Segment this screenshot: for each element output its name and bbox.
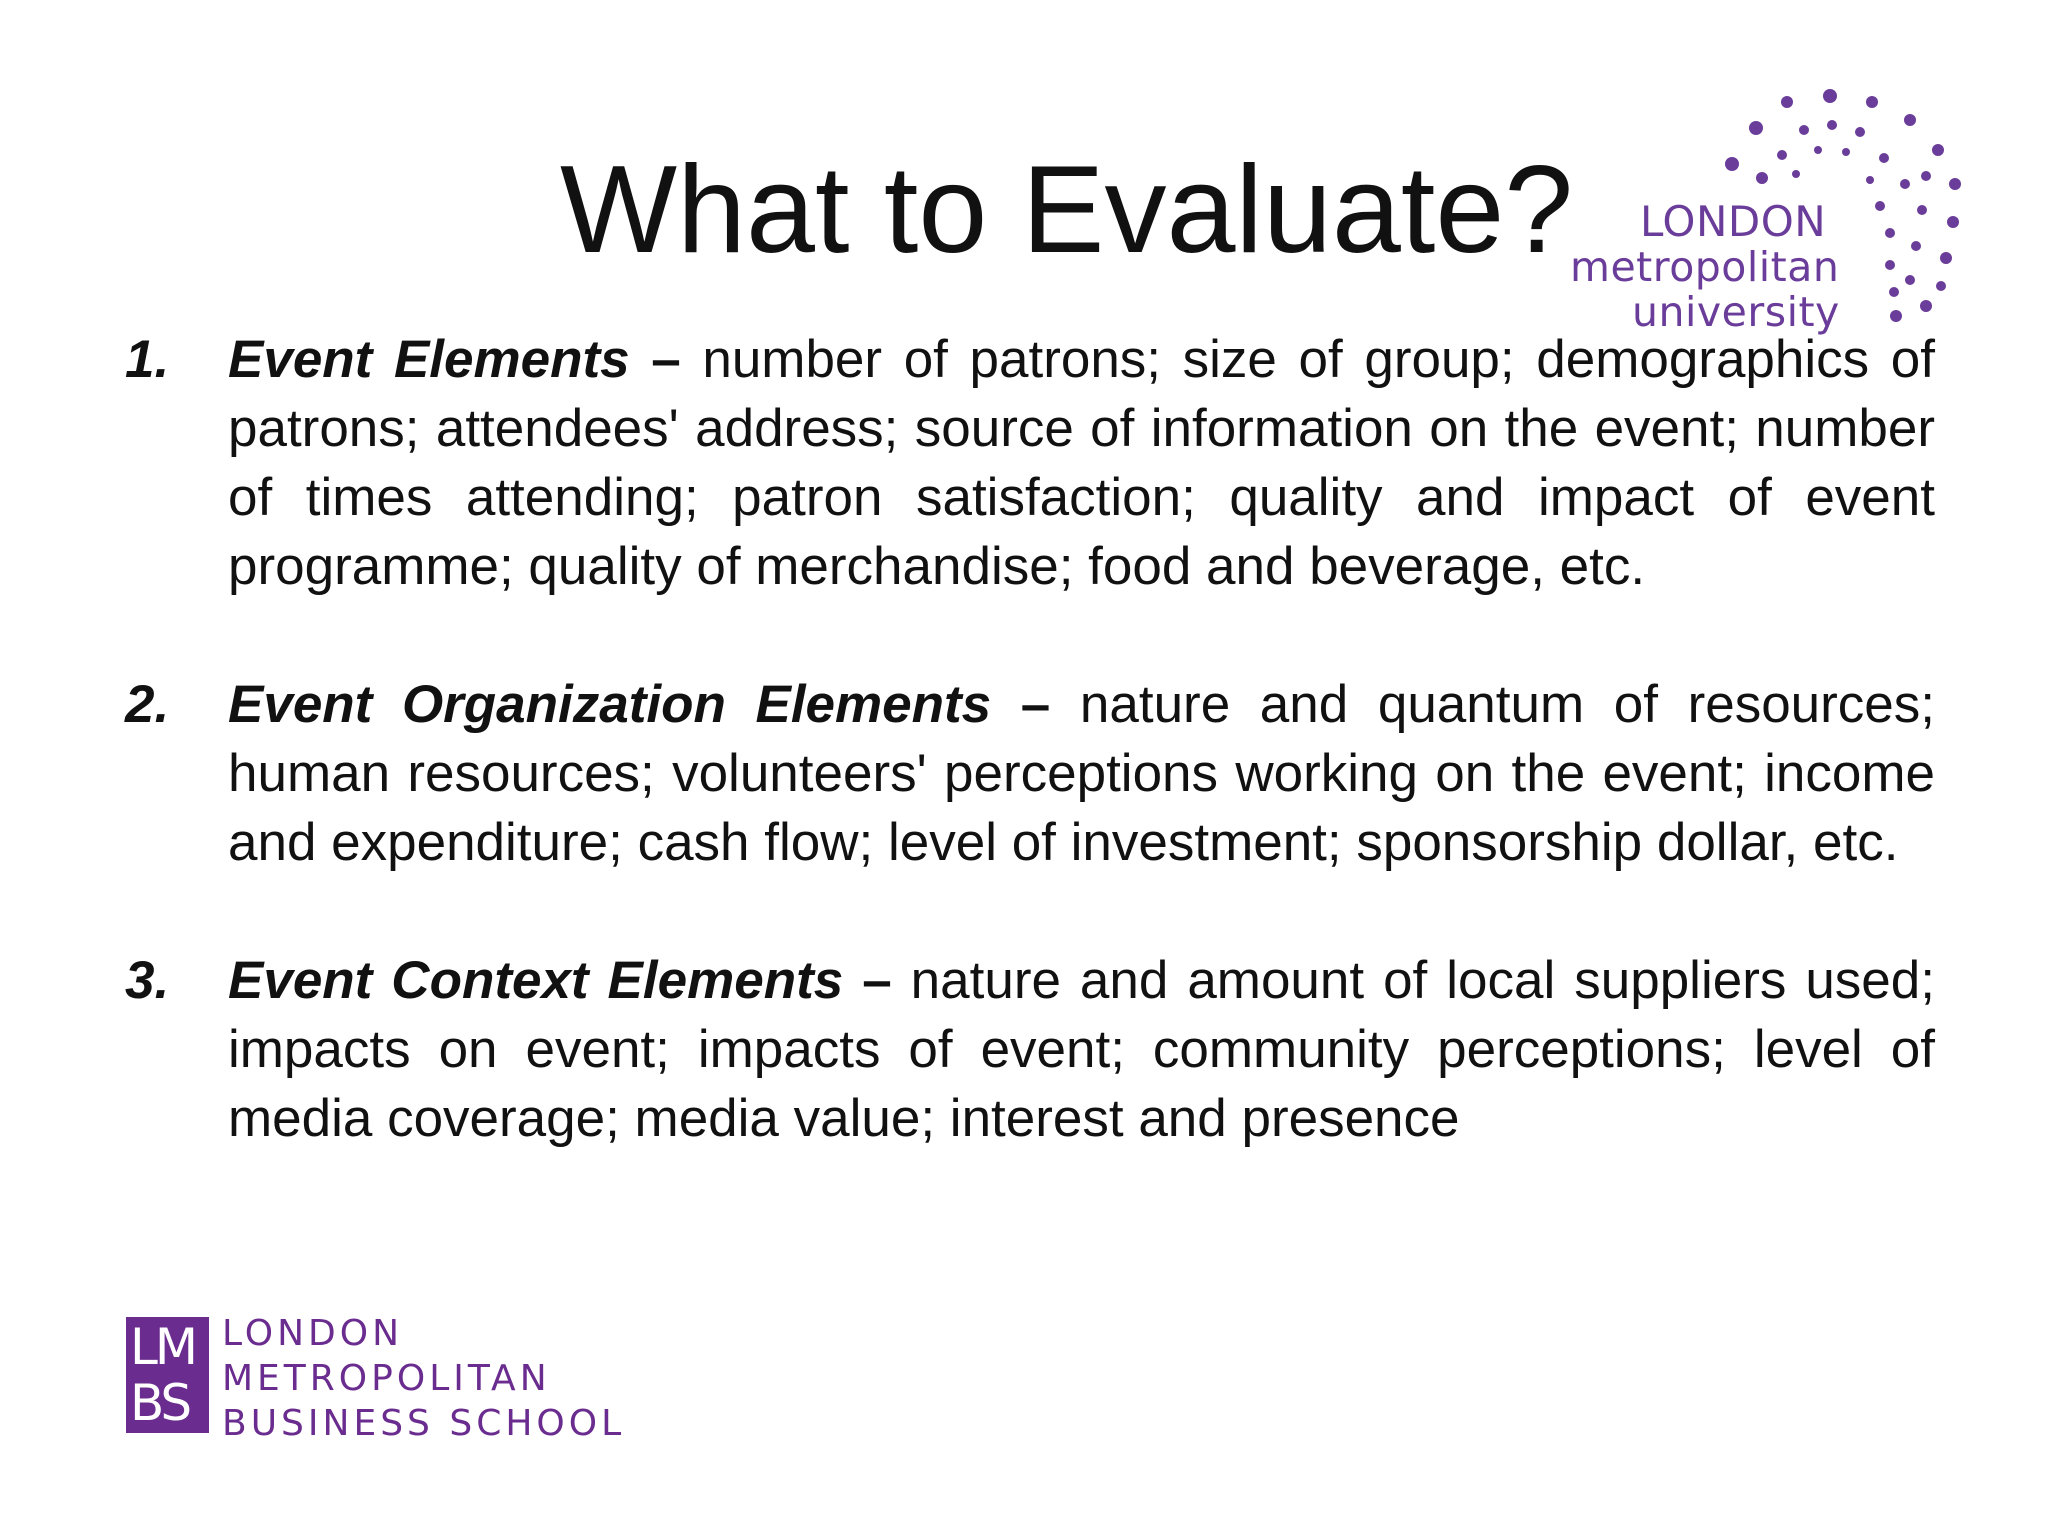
slide-title: What to Evaluate? [560,141,1574,279]
list-item-heading: Event Context Elements [228,951,844,1010]
lmbs-letters-bottom: BS [130,1374,190,1432]
list-item-dash: – [1020,675,1051,734]
london-metropolitan-university-logo [1570,80,1990,350]
lmbs-letters-top: LM [130,1318,195,1376]
list-item-body: nature and quantum of resources; human resources; volunteers' perceptions working on the event; income and expenditure; cash flow; level of investment; sponsorship dollar, etc. [228,675,1935,872]
list-item-body: number of patrons; size of group; demographics of patrons; attendees' address; source of information on the event; number of times attending; patron satisfaction; quality and impact of event programme; quality of merchandise; food and beverage, etc. [228,330,1935,596]
lmbs-logo-letters [130,1319,195,1431]
list-item-body: nature and amount of local suppliers used; impacts on event; impacts of event; community perceptions; level of media coverage; media value; interest and presence [228,951,1935,1148]
lmbs-line-metropolitan: METROPOLITAN [222,1358,551,1399]
list-item-dash: – [862,951,892,1010]
list-item-text [228,325,1935,601]
list-item-dash: – [651,330,681,389]
list-item [125,670,1935,877]
lmbs-logo-box [126,1317,209,1433]
list-item-number: 1. [125,330,170,389]
list-item-text [228,670,1935,877]
evaluation-list [125,325,1935,1222]
list-item [125,325,1935,601]
lmu-logo-line-london: LONDON [1640,197,1827,246]
lmbs-line-business-school: BUSINESS SCHOOL [222,1403,626,1444]
lmbs-line-london: LONDON [222,1313,404,1354]
lmu-logo-line-metropolitan: metropolitan [1570,243,1840,291]
list-item-text [228,946,1935,1153]
list-item-heading: Event Organization Elements [228,675,992,734]
lmbs-logo-text [222,1311,625,1446]
list-item-heading: Event Elements [228,330,630,389]
list-item-number: 2. [125,675,170,734]
list-item-number: 3. [125,951,170,1010]
list-item [125,946,1935,1153]
lmu-logo-line-university: university [1632,288,1840,336]
